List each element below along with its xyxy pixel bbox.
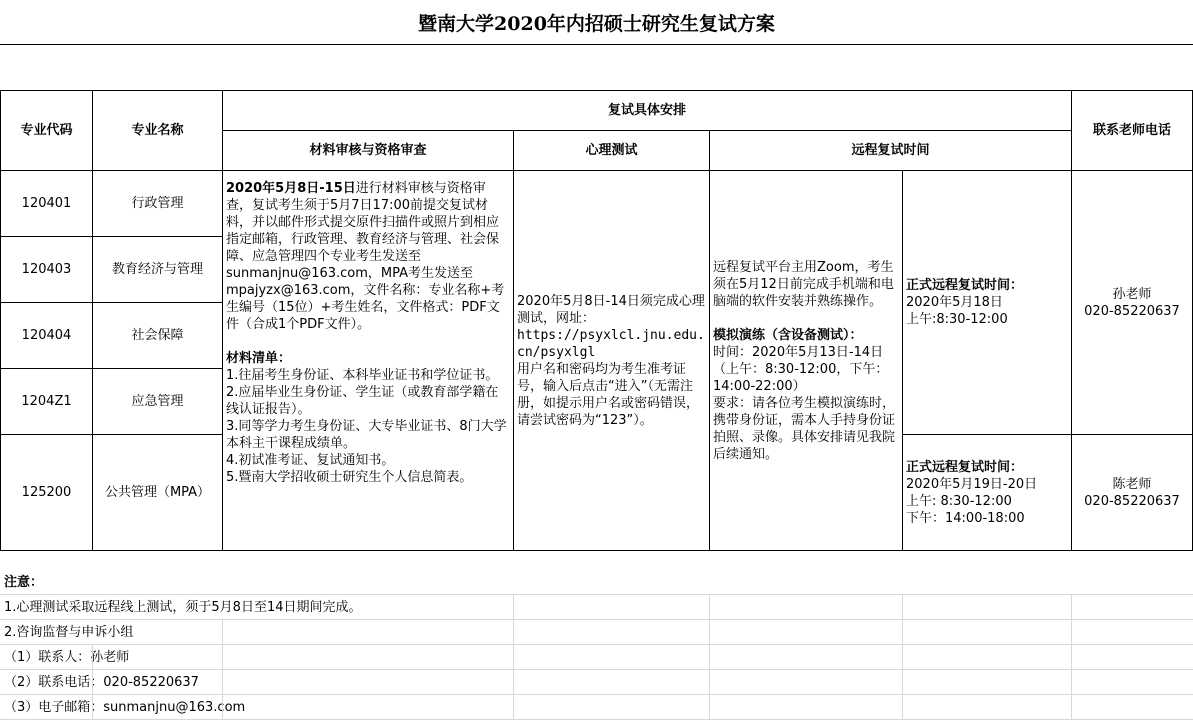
major-code: 120401 xyxy=(1,171,93,237)
contact-phone: 020-85220637 xyxy=(1084,493,1180,509)
header-psych: 心理测试 xyxy=(514,131,710,171)
note-line: （3）电子邮箱：sunmanjnu@163.com xyxy=(0,695,1193,720)
formal-label: 正式远程复试时间： xyxy=(906,278,1024,293)
major-name: 教育经济与管理 xyxy=(93,237,223,303)
materials-item: 2.应届毕业生身份证、学生证（或教育部学籍在线认证报告）。 xyxy=(226,385,499,417)
formal-am: 上午:8:30-12:00 xyxy=(906,312,1008,327)
formal-time-1 xyxy=(903,171,1072,435)
schedule-table xyxy=(0,90,1193,551)
review-dates: 2020年5月8日-15日 xyxy=(226,181,356,196)
major-code: 120404 xyxy=(1,303,93,369)
contact-name: 陈老师 xyxy=(1112,476,1152,492)
formal-pm: 下午：14:00-18:00 xyxy=(906,510,1025,526)
major-code: 1204Z1 xyxy=(1,369,93,435)
remote-platform: 远程复试平台主用Zoom，考生须在5月12日前完成手机端和电脑端的软件安装并熟练操作。 xyxy=(713,259,894,309)
major-code: 125200 xyxy=(1,435,93,551)
review-cell xyxy=(223,171,514,551)
page-title: 暨南大学2020年内招硕士研究生复试方案 xyxy=(0,0,1193,45)
formal-label: 正式远程复试时间： xyxy=(906,459,1024,475)
notes-heading: 注意： xyxy=(0,570,1193,595)
mock-time: 时间：2020年5月13日-14日（上午：8:30-12:00，下午：14:00-22:00） xyxy=(713,344,889,394)
formal-time-2 xyxy=(903,435,1072,551)
remote-cell xyxy=(710,171,903,551)
grid-line xyxy=(92,645,93,720)
psych-cell xyxy=(514,171,710,551)
header-remote: 远程复试时间 xyxy=(710,131,1072,171)
grid-line xyxy=(513,595,514,720)
grid-line xyxy=(222,620,223,720)
formal-date: 2020年5月18日 xyxy=(906,295,1003,310)
formal-am: 上午: 8:30-12:00 xyxy=(906,493,1012,509)
grid-line xyxy=(1071,595,1072,720)
major-code: 120403 xyxy=(1,237,93,303)
major-name: 行政管理 xyxy=(93,171,223,237)
materials-item: 5.暨南大学招收硕士研究生个人信息简表。 xyxy=(226,470,473,485)
grid-line xyxy=(902,595,903,720)
header-code: 专业代码 xyxy=(1,91,93,171)
header-review: 材料审核与资格审查 xyxy=(223,131,514,171)
note-line: 1.心理测试采取远程线上测试，须于5月8日至14日期间完成。 xyxy=(0,595,1193,620)
contact-1 xyxy=(1072,171,1193,435)
psych-url[interactable]: https://psyxlcl.jnu.edu.cn/psyxlgl xyxy=(517,327,705,360)
header-contact: 联系老师电话 xyxy=(1072,91,1193,171)
mock-requirement: 要求：请各位考生模拟演练时，携带身份证，需本人手持身份证拍照、录像。具体安排请见我院后续通知。 xyxy=(713,395,896,462)
materials-item: 1.往届考生身份证、本科毕业证书和学位证书。 xyxy=(226,368,499,383)
contact-2 xyxy=(1072,435,1193,551)
psych-text: 用户名和密码均为考生准考证号，输入后点击“进入”（无需注册，如提示用户名或密码错误，请尝试密码为“123”）。 xyxy=(517,361,700,428)
note-line: （1）联系人：孙老师 xyxy=(0,645,1193,670)
contact-phone: 020-85220637 xyxy=(1084,303,1180,319)
blank-row xyxy=(0,44,1193,91)
materials-title: 材料清单： xyxy=(226,351,292,366)
formal-date: 2020年5月19日-20日 xyxy=(906,476,1038,492)
note-line: 2.咨询监督与申诉小组 xyxy=(0,620,1193,645)
mock-title: 模拟演练（含设备测试）： xyxy=(713,327,863,343)
major-name: 社会保障 xyxy=(93,303,223,369)
materials-item: 4.初试准考证、复试通知书。 xyxy=(226,453,395,468)
review-text: 进行材料审核与资格审查，复试考生须于5月7日17:00前提交复试材料，并以邮件形式提交原件扫描件或照片到相应指定邮箱，行政管理、教育经济与管理、社会保障、应急管理四个专业考生发送至sunmanjnu@163.com，MPA考生发送至mpajyzx@163.com，文件名称：专业名称+考生编号（15位）+考生姓名，文件格式：PDF文件（合成1个PDF文件）。 xyxy=(226,181,505,332)
psych-text: 2020年5月8日-14日须完成心理测试，网址： xyxy=(517,293,705,326)
materials-item: 3.同等学力考生身份证、大专毕业证书、8门大学本科主干课程成绩单。 xyxy=(226,419,507,451)
notes-section xyxy=(0,570,1193,720)
contact-name: 孙老师 xyxy=(1112,286,1152,302)
major-name: 应急管理 xyxy=(93,369,223,435)
header-arrangement: 复试具体安排 xyxy=(223,91,1072,131)
header-name: 专业名称 xyxy=(93,91,223,171)
grid-line xyxy=(709,595,710,720)
major-name: 公共管理（MPA） xyxy=(93,435,223,551)
note-line: （2）联系电话：020-85220637 xyxy=(0,670,1193,695)
